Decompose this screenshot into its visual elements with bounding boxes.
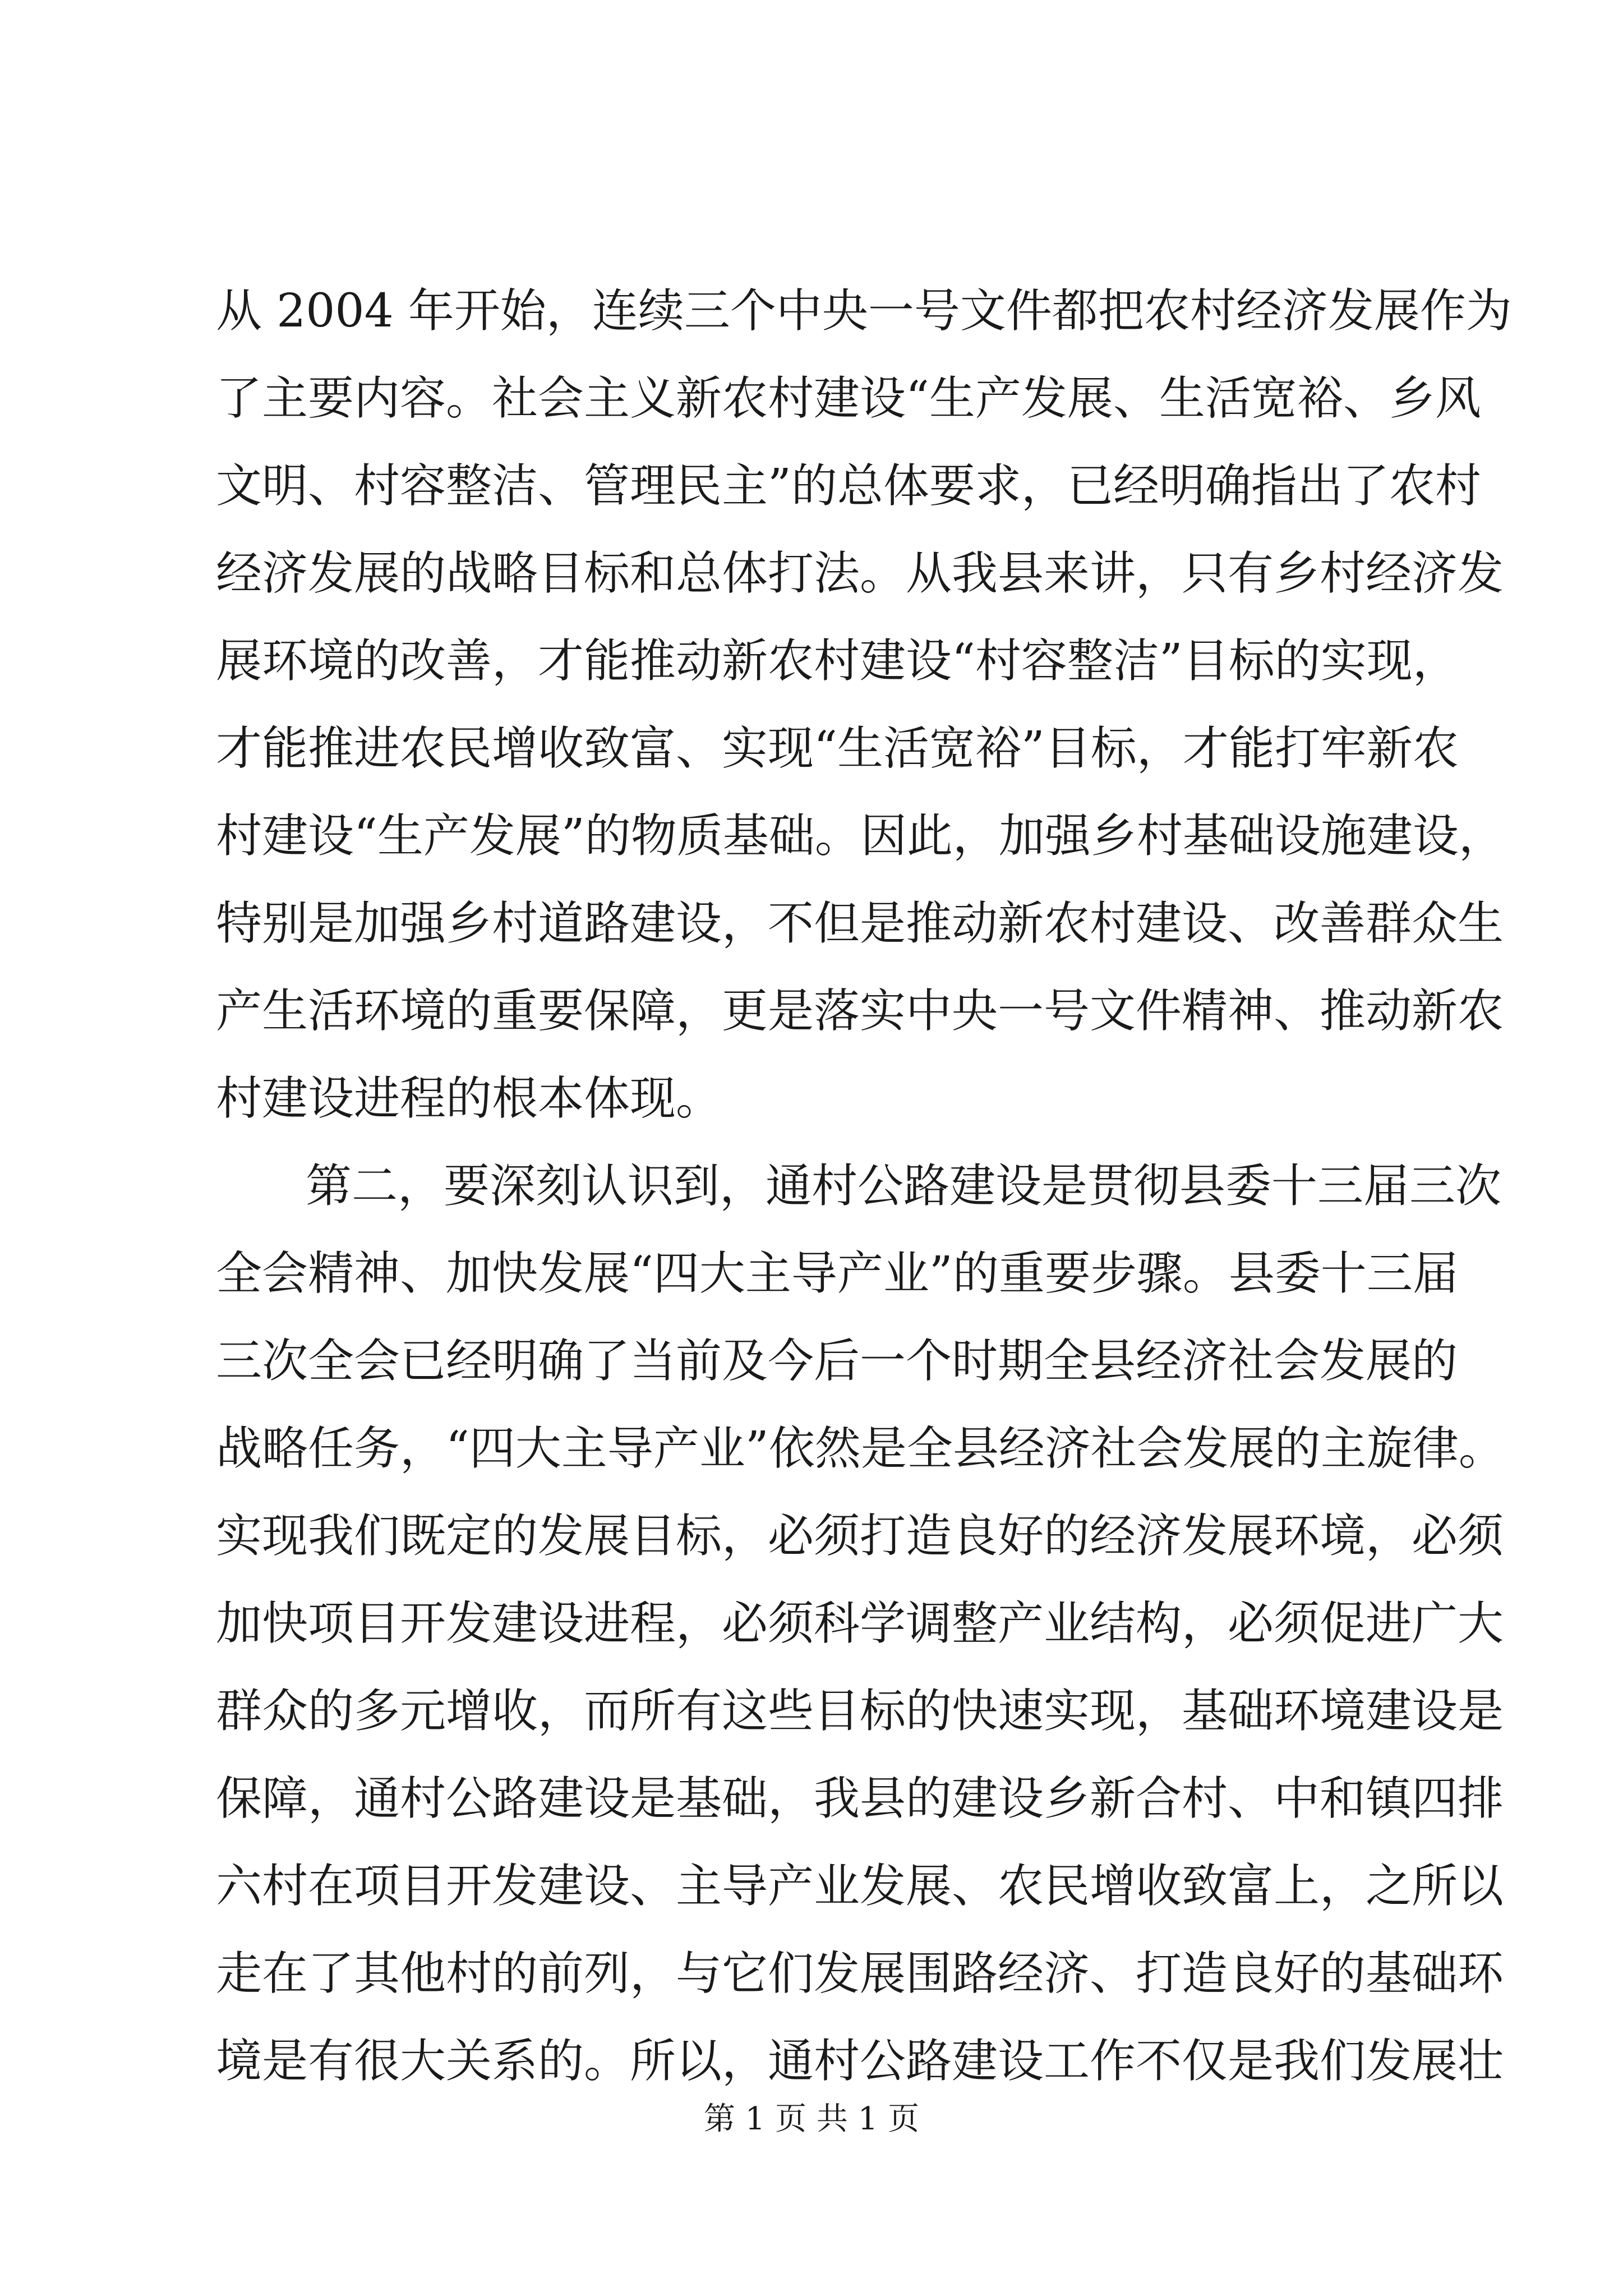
text-line: 加快项目开发建设进程，必须科学调整产业结构，必须促进广大 — [216, 1597, 1504, 1650]
text-line: 产生活环境的重要保障，更是落实中央一号文件精神、推动新农 — [216, 984, 1504, 1038]
text-line: 才能推进农民增收致富、实现“生活宽裕”目标，才能打牢新农 — [216, 722, 1459, 775]
text-line: 村建设“生产发展”的物质基础。因此，加强乡村基础设施建设， — [216, 809, 1505, 863]
page-number-footer: 第 1 页 共 1 页 — [703, 2101, 920, 2137]
paragraph-start-line: 第二，要深刻认识到，通村公路建设是贯彻县委十三届三次 — [306, 1159, 1502, 1213]
text-line: 三次全会已经明确了当前及今后一个时期全县经济社会发展的 — [216, 1335, 1458, 1388]
text-line: 了主要内容。社会主义新农村建设“生产发展、生活宽裕、乡风 — [216, 372, 1481, 425]
text-line: 文明、村容整洁、管理民主”的总体要求，已经明确指出了农村 — [216, 459, 1481, 513]
text-line: 保障，通村公路建设是基础，我县的建设乡新合村、中和镇四排 — [216, 1772, 1504, 1825]
text-line: 特别是加强乡村道路建设，不但是推动新农村建设、改善群众生 — [216, 897, 1504, 950]
text-line: 走在了其他村的前列，与它们发展围路经济、打造良好的基础环 — [216, 1947, 1504, 2000]
text-line: 六村在项目开发建设、主导产业发展、农民增收致富上，之所以 — [216, 1860, 1504, 1913]
text-line: 群众的多元增收，而所有这些目标的快速实现，基础环境建设是 — [216, 1685, 1504, 1738]
text-line: 实现我们既定的发展目标，必须打造良好的经济发展环境，必须 — [216, 1510, 1504, 1563]
text-line: 战略任务，“四大主导产业”依然是全县经济社会发展的主旋律。 — [216, 1422, 1505, 1475]
text-line: 境是有很大关系的。所以，通村公路建设工作不仅是我们发展壮 — [216, 2035, 1504, 2088]
text-line: 展环境的改善，才能推动新农村建设“村容整洁”目标的实现， — [216, 634, 1459, 688]
text-line: 全会精神、加快发展“四大主导产业”的重要步骤。县委十三届 — [216, 1247, 1459, 1300]
text-line: 经济发展的战略目标和总体打法。从我县来讲，只有乡村经济发 — [216, 547, 1504, 600]
text-line: 从 2004 年开始，连续三个中央一号文件都把农村经济发展作为 — [216, 284, 1512, 338]
text-line: 村建设进程的根本体现。 — [216, 1072, 722, 1125]
